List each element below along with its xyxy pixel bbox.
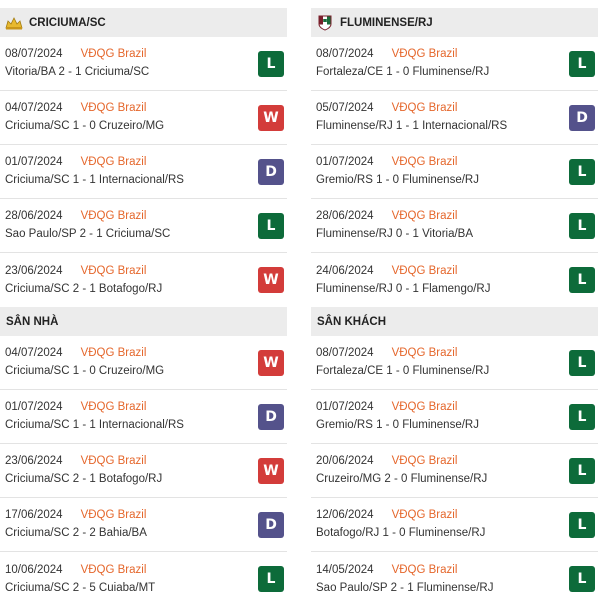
league-link[interactable]: VĐQG Brazil: [80, 102, 147, 114]
match-score: Criciuma/SC 1 - 0 Cruzeiro/MG: [5, 120, 165, 132]
match-meta: [316, 101, 507, 116]
league-link[interactable]: VĐQG Brazil: [80, 563, 147, 576]
result-badge: L: [258, 566, 284, 592]
league-link[interactable]: VĐQG Brazil: [80, 347, 147, 359]
result-badge: L: [569, 213, 595, 239]
result-badge: L: [569, 267, 595, 293]
match-meta: [316, 346, 489, 361]
match-date: 01/07/2024: [5, 401, 63, 413]
league-link[interactable]: VĐQG Brazil: [80, 264, 147, 277]
result-badge: L: [569, 512, 595, 538]
match-date: 23/06/2024: [5, 455, 63, 467]
match-date: 23/06/2024: [5, 264, 63, 277]
result-badge: L: [569, 51, 595, 77]
match-info: [5, 209, 170, 242]
match-row[interactable]: [311, 37, 598, 91]
match-meta: [316, 47, 489, 62]
match-meta: [5, 346, 164, 361]
match-meta: [316, 209, 473, 224]
league-link[interactable]: VĐQG Brazil: [391, 156, 458, 168]
match-meta: [5, 209, 170, 224]
league-link[interactable]: VĐQG Brazil: [391, 347, 458, 359]
result-badge: L: [569, 159, 595, 185]
match-date: 10/06/2024: [5, 563, 63, 576]
match-row[interactable]: [0, 91, 287, 145]
match-score: Gremio/RS 1 - 0 Fluminense/RJ: [316, 174, 479, 186]
league-link[interactable]: VĐQG Brazil: [80, 156, 147, 168]
match-date: 24/06/2024: [316, 264, 374, 277]
league-link[interactable]: VĐQG Brazil: [80, 455, 147, 467]
match-meta: [316, 563, 494, 578]
result-badge: L: [569, 458, 595, 484]
match-info: [5, 264, 162, 297]
match-row[interactable]: [311, 91, 598, 145]
match-info: [5, 400, 184, 433]
match-list: [0, 336, 287, 597]
match-info: [5, 155, 184, 188]
league-link[interactable]: VĐQG Brazil: [391, 455, 458, 467]
league-link[interactable]: VĐQG Brazil: [391, 563, 458, 576]
match-row[interactable]: [311, 145, 598, 199]
fluminense-recent-section: [311, 8, 598, 307]
match-info: [5, 101, 164, 134]
match-score: Fluminense/RJ 0 - 1 Vitoria/BA: [316, 228, 474, 240]
match-score: Sao Paulo/SP 2 - 1 Criciuma/SC: [5, 228, 171, 240]
match-row[interactable]: [0, 199, 287, 253]
match-info: [316, 209, 473, 242]
result-badge: W: [258, 458, 284, 484]
result-badge: D: [258, 159, 284, 185]
result-badge: W: [258, 267, 284, 293]
match-meta: [5, 563, 155, 578]
match-meta: [5, 155, 184, 170]
league-link[interactable]: VĐQG Brazil: [80, 48, 147, 60]
match-row[interactable]: [0, 552, 287, 597]
match-date: 14/05/2024: [316, 563, 374, 576]
match-score: Criciuma/SC 2 - 1 Botafogo/RJ: [5, 282, 163, 295]
match-info: [5, 454, 162, 487]
match-info: [5, 346, 164, 379]
result-badge: D: [569, 105, 595, 131]
match-row[interactable]: [311, 336, 598, 390]
match-info: [316, 508, 485, 541]
match-row[interactable]: [0, 253, 287, 307]
match-row[interactable]: [0, 444, 287, 498]
match-info: [316, 563, 494, 596]
match-row[interactable]: [311, 199, 598, 253]
league-link[interactable]: VĐQG Brazil: [80, 509, 147, 521]
match-info: [316, 264, 490, 297]
match-score: Criciuma/SC 1 - 0 Cruzeiro/MG: [5, 365, 165, 377]
match-score: Criciuma/SC 1 - 1 Internacional/RS: [5, 419, 184, 431]
match-meta: [316, 155, 479, 170]
result-badge: L: [569, 350, 595, 376]
match-score: Fortaleza/CE 1 - 0 Fluminense/RJ: [316, 66, 490, 78]
league-link[interactable]: VĐQG Brazil: [391, 102, 458, 114]
match-row[interactable]: [311, 253, 598, 307]
section-title: SÂN NHÀ: [6, 315, 59, 328]
match-row[interactable]: [0, 498, 287, 552]
match-info: [5, 47, 149, 80]
result-badge: L: [569, 404, 595, 430]
match-meta: [5, 400, 184, 415]
match-row[interactable]: [0, 390, 287, 444]
section-header-away: [311, 307, 598, 336]
result-badge: L: [258, 51, 284, 77]
league-link[interactable]: VĐQG Brazil: [391, 48, 458, 60]
result-badge: D: [258, 512, 284, 538]
match-info: [316, 346, 489, 379]
match-date: 08/07/2024: [316, 48, 374, 60]
match-date: 01/07/2024: [5, 156, 63, 168]
result-badge: W: [258, 105, 284, 131]
match-row[interactable]: [311, 444, 598, 498]
match-date: 08/07/2024: [316, 347, 374, 359]
result-badge: D: [258, 404, 284, 430]
match-meta: [316, 264, 490, 279]
section-title: SÂN KHÁCH: [317, 315, 386, 328]
league-link[interactable]: VĐQG Brazil: [80, 210, 147, 222]
match-row[interactable]: [311, 552, 598, 597]
match-info: [5, 563, 155, 596]
match-meta: [5, 454, 162, 469]
match-meta: [5, 47, 149, 62]
match-date: 04/07/2024: [5, 102, 63, 114]
match-date: 12/06/2024: [316, 509, 374, 521]
league-link[interactable]: VĐQG Brazil: [80, 401, 147, 413]
match-date: 04/07/2024: [5, 347, 63, 359]
match-score: Vitoria/BA 2 - 1 Criciuma/SC: [5, 66, 150, 78]
match-date: 05/07/2024: [316, 102, 374, 114]
league-link[interactable]: VĐQG Brazil: [391, 401, 458, 413]
match-score: Criciuma/SC 2 - 1 Botafogo/RJ: [5, 473, 163, 485]
match-score: Gremio/RS 1 - 0 Fluminense/RJ: [316, 419, 479, 431]
home-matches-section: [0, 307, 287, 597]
match-score: Fluminense/RJ 0 - 1 Flamengo/RJ: [316, 282, 491, 295]
section-title: FLUMINENSE/RJ: [340, 16, 433, 29]
match-list: [311, 37, 598, 307]
match-row[interactable]: [311, 498, 598, 552]
match-meta: [5, 264, 162, 279]
match-row[interactable]: [311, 390, 598, 444]
match-date: 28/06/2024: [5, 210, 63, 222]
section-title: CRICIUMA/SC: [29, 16, 106, 29]
league-link[interactable]: VĐQG Brazil: [391, 210, 458, 222]
match-score: Cruzeiro/MG 2 - 0 Fluminense/RJ: [316, 473, 488, 485]
match-info: [316, 155, 479, 188]
section-header-fluminense: [311, 8, 598, 37]
match-info: [5, 508, 147, 541]
match-score: Sao Paulo/SP 2 - 1 Fluminense/RJ: [316, 581, 494, 594]
match-score: Fluminense/RJ 1 - 1 Internacional/RS: [316, 120, 508, 132]
match-date: 28/06/2024: [316, 210, 374, 222]
fluminense-crest-icon: [316, 14, 334, 32]
match-score: Botafogo/RJ 1 - 0 Fluminense/RJ: [316, 527, 486, 539]
criciuma-recent-section: [0, 8, 287, 307]
league-link[interactable]: VĐQG Brazil: [391, 509, 458, 521]
match-list: [0, 37, 287, 307]
match-meta: [5, 101, 164, 116]
section-header-criciuma: [0, 8, 287, 37]
match-date: 20/06/2024: [316, 455, 374, 467]
result-badge: L: [258, 213, 284, 239]
away-matches-section: [311, 307, 598, 597]
match-date: 01/07/2024: [316, 156, 374, 168]
match-meta: [316, 400, 479, 415]
match-info: [316, 101, 507, 134]
league-link[interactable]: VĐQG Brazil: [391, 264, 458, 277]
match-date: 08/07/2024: [5, 48, 63, 60]
match-score: Criciuma/SC 2 - 2 Bahia/BA: [5, 527, 147, 539]
match-score: Criciuma/SC 1 - 1 Internacional/RS: [5, 174, 184, 186]
match-row[interactable]: [0, 336, 287, 390]
match-row[interactable]: [0, 37, 287, 91]
match-meta: [5, 508, 147, 523]
match-date: 01/07/2024: [316, 401, 374, 413]
section-header-home: [0, 307, 287, 336]
match-score: Fortaleza/CE 1 - 0 Fluminense/RJ: [316, 365, 490, 377]
match-meta: [316, 508, 485, 523]
match-row[interactable]: [0, 145, 287, 199]
criciuma-crest-icon: [5, 14, 23, 32]
match-info: [316, 400, 479, 433]
match-list: [311, 336, 598, 597]
result-badge: L: [569, 566, 595, 592]
match-info: [316, 454, 487, 487]
match-info: [316, 47, 489, 80]
match-score: Criciuma/SC 2 - 5 Cuiaba/MT: [5, 581, 156, 594]
match-meta: [316, 454, 487, 469]
result-badge: W: [258, 350, 284, 376]
match-date: 17/06/2024: [5, 509, 63, 521]
